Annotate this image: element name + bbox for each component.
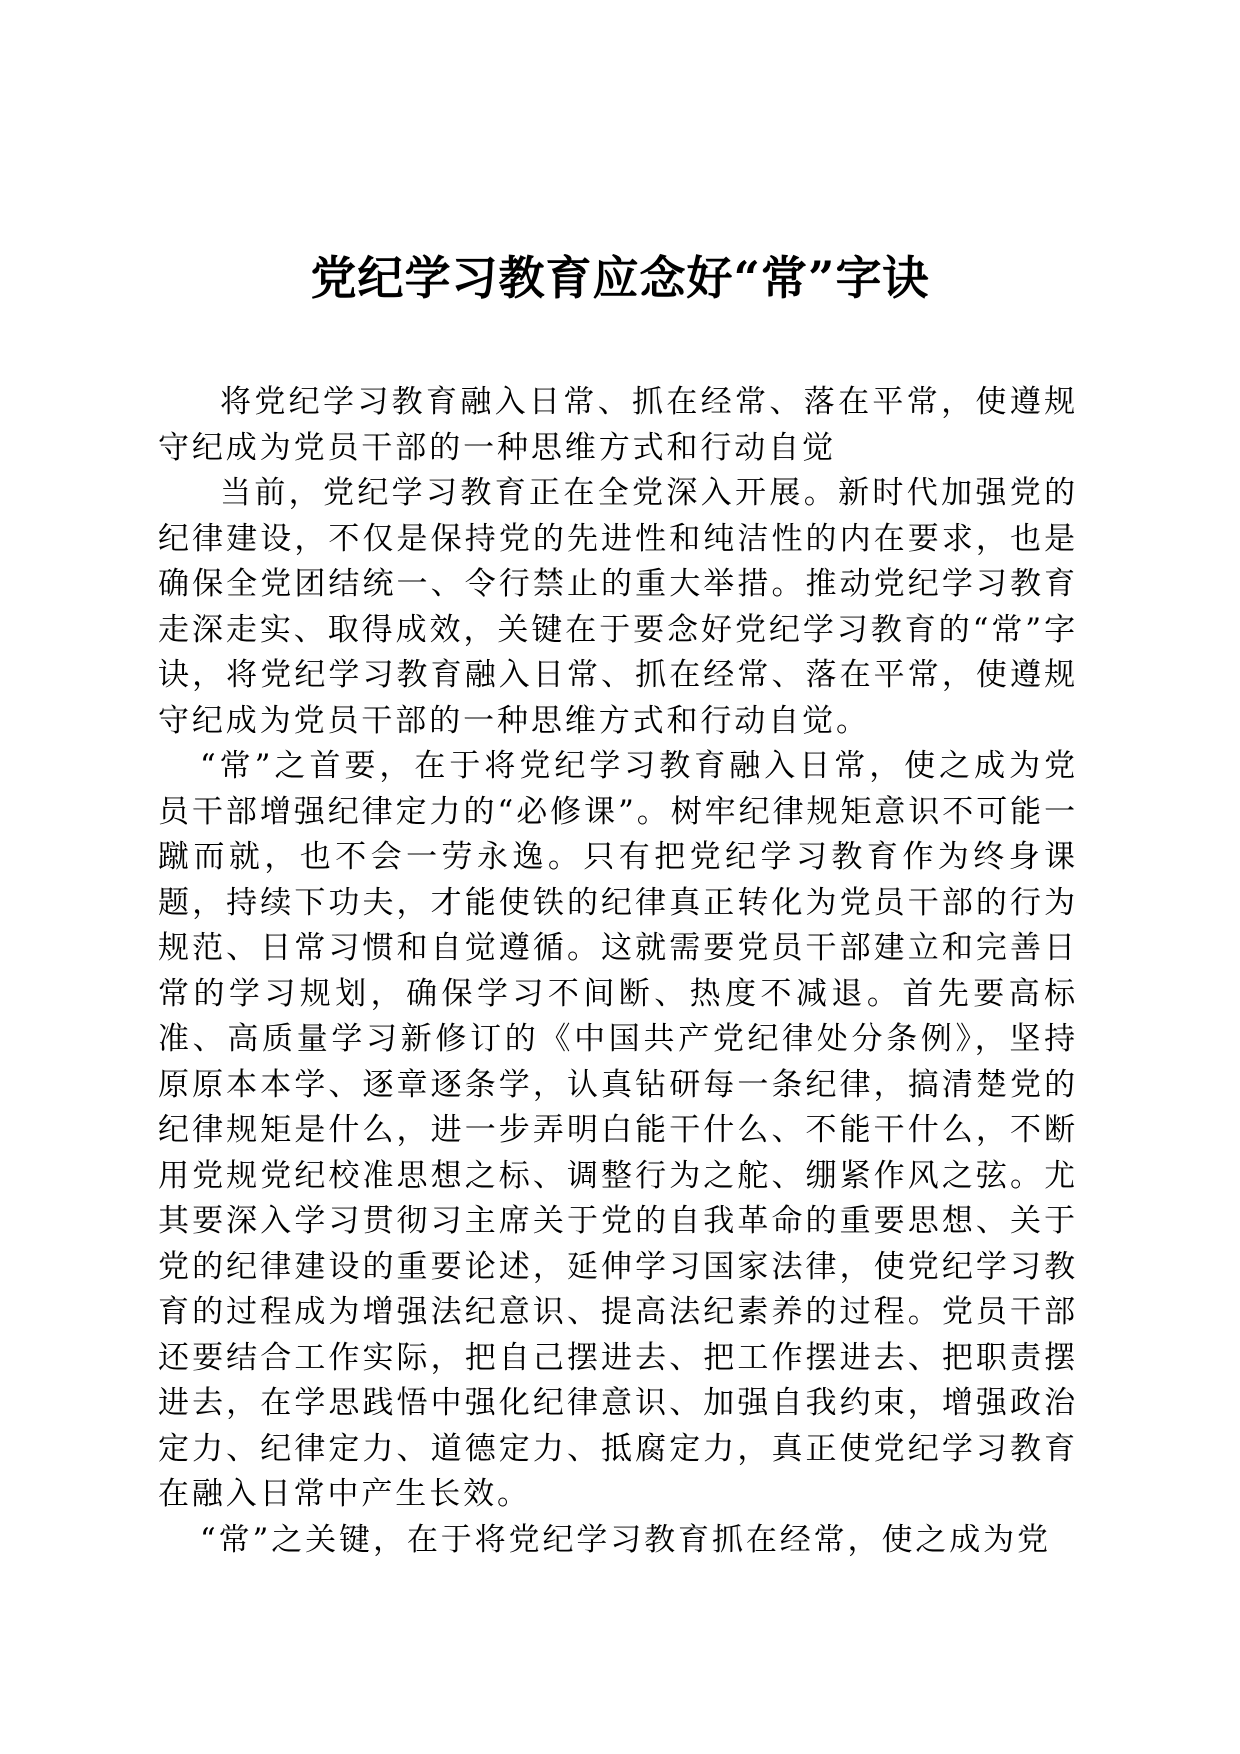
document-title: 党纪学习教育应念好“常”字诀 — [310, 251, 930, 305]
document-body — [158, 380, 1078, 1563]
paragraph-second-point: “常”之关键，在于将党纪学习教育抓在经常，使之成为党 — [199, 1521, 1051, 1558]
paragraph-intro: 当前，党纪学习教育正在全党深入开展。新时代加强党的纪律建设，不仅是保持党的先进性和纯洁性的内在要求，也是确保全党团结统一、令行禁止的重大举措。推动党纪学习教育走深走实、取得成效，关键在于要念好党纪学习教育的“常”字诀，将党纪学习教育融入日常、抓在经常、落在平常，使遵规守纪成为党员干部的一种思维方式和行动自觉。 — [158, 475, 1078, 739]
paragraph-summary: 将党纪学习教育融入日常、抓在经常、落在平常，使遵规守纪成为党员干部的一种思维方式和行动自觉 — [158, 384, 1078, 466]
paragraph-first-point: “常”之首要，在于将党纪学习教育融入日常，使之成为党员干部增强纪律定力的“必修课”。树牢纪律规矩意识不可能一蹴而就，也不会一劳永逸。只有把党纪学习教育作为终身课题，持续下功夫，才能使铁的纪律真正转化为党员干部的行为规范、日常习惯和自觉遵循。这就需要党员干部建立和完善日常的学习规划，确保学习不间断、热度不减退。首先要高标准、高质量学习新修订的《中国共产党纪律处分条例》，坚持原原本本学、逐章逐条学，认真钻研每一条纪律，搞清楚党的纪律规矩是什么，进一步弄明白能干什么、不能干什么，不断用党规党纪校准思想之标、调整行为之舵、绷紧作风之弦。尤其要深入学习贯彻习主席关于党的自我革命的重要思想、关于党的纪律建设的重要论述，延伸学习国家法律，使党纪学习教育的过程成为增强法纪意识、提高法纪素养的过程。党员干部还要结合工作实际，把自己摆进去、把工作摆进去、把职责摆进去，在学思践悟中强化纪律意识、加强自我约束，增强政治定力、纪律定力、道德定力、抵腐定力，真正使党纪学习教育在融入日常中产生长效。 — [158, 748, 1078, 1512]
